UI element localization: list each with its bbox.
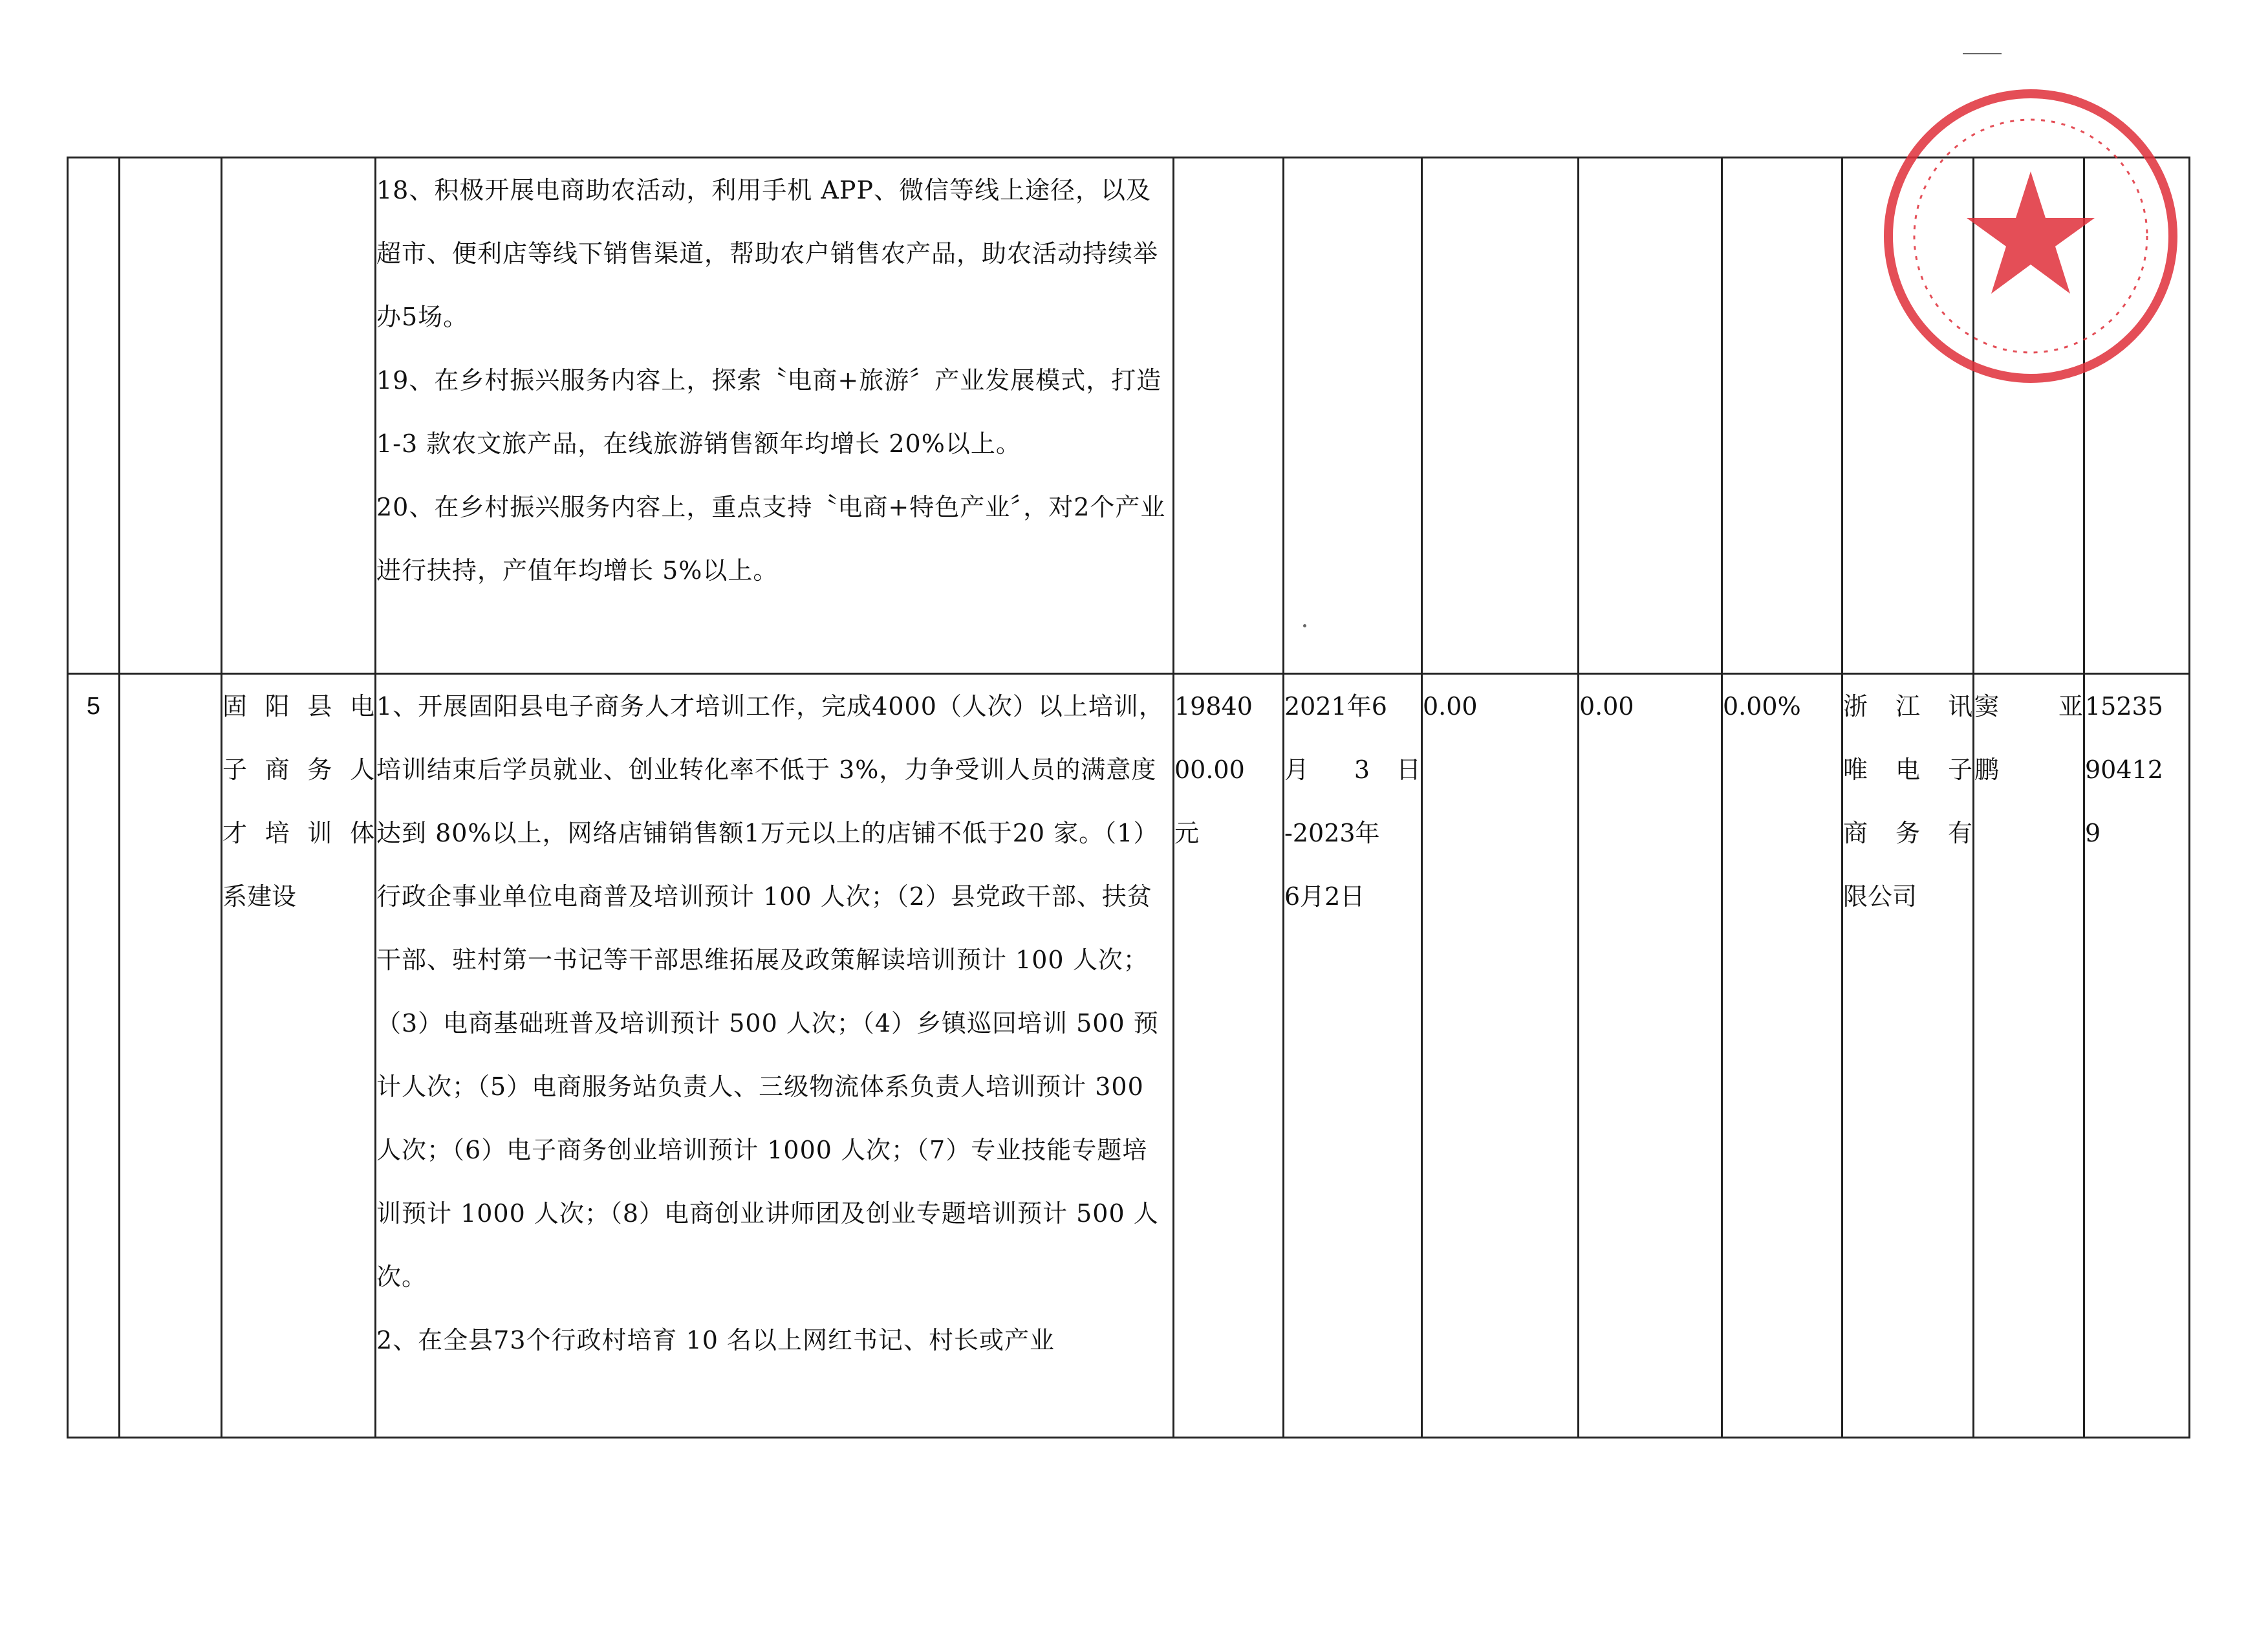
percent: 0.00%: [1722, 674, 1842, 1438]
implementation-period: 2021年6 月 3 日 -2023年 6月2日: [1284, 674, 1422, 1438]
red-star-seal-icon: [1888, 94, 2173, 378]
scan-mark: [1963, 53, 2002, 54]
contact-phone: 15235 90412 9: [2084, 674, 2190, 1438]
project-content: [376, 674, 1174, 1438]
amount: 19840 00.00 元: [1174, 674, 1284, 1438]
contact-person: 窦亚 鹏: [1974, 674, 2084, 1438]
cell-value2-top: [1579, 158, 1722, 674]
project-name: 固阳县电 子商务人 才培训体 系建设: [222, 674, 376, 1438]
company-name: 浙江讯 唯电子 商务有 限公司: [1842, 674, 1974, 1438]
cell-index-top: [68, 158, 120, 674]
value-1: 0.00: [1422, 674, 1579, 1438]
content-item-2: 2、在全县73个行政村培育 10 名以上网红书记、村长或产业: [376, 1326, 1055, 1354]
value-2: 0.00: [1579, 674, 1722, 1438]
cell-blank-top: [120, 158, 222, 674]
cell-percent-top: [1722, 158, 1842, 674]
cell-project-top: [222, 158, 376, 674]
content-item-20: 20、在乡村振兴服务内容上，重点支持〝电商+特色产业〞，对2个产业进行扶持，产值年均增长 5%以上。: [376, 493, 1166, 585]
content-item-19: 19、在乡村振兴服务内容上，探索〝电商+旅游〞产业发展模式，打造 1-3 款农文旅产品，在线旅游销售额年均增长 20%以上。: [376, 366, 1162, 458]
scan-mark: [1303, 624, 1306, 627]
official-seal-stamp: [1869, 74, 2192, 398]
cell-amount-top: [1174, 158, 1284, 674]
cell-value1-top: [1422, 158, 1579, 674]
cell-blank: [120, 674, 222, 1438]
cell-content-top: [376, 158, 1174, 674]
content-item-1: 1、开展固阳县电子商务人才培训工作，完成4000（人次）以上培训，培训结束后学员就业、创业转化率不低于 3%，力争受训人员的满意度达到 80%以上，网络店铺销售额1万元以上的店铺不低于20 家。（1）行政企事业单位电商普及培训预计 100 人次；（2）县党政干部、扶贫干部、驻村第一书记等干部思维拓展及政策解读培训预计 100 人次；（3）电商基础班普及培训预计 500 人次；（4）乡镇巡回培训 500 预计人次；（5）电商服务站负责人、三级物流体系负责人培训预计 300 人次；（6）电子商务创业培训预计 1000 人次；（7）专业技能专题培训预计 1000 人次；（8）电商创业讲师团及创业专题培训预计 500 人次。: [376, 692, 1164, 1291]
cell-period-top: [1284, 158, 1422, 674]
row-number: 5: [68, 674, 120, 1438]
content-item-18: 18、积极开展电商助农活动，利用手机 APP、微信等线上途径，以及超市、便利店等线下销售渠道，帮助农户销售农产品，助农活动持续举办5场。: [376, 176, 1159, 331]
